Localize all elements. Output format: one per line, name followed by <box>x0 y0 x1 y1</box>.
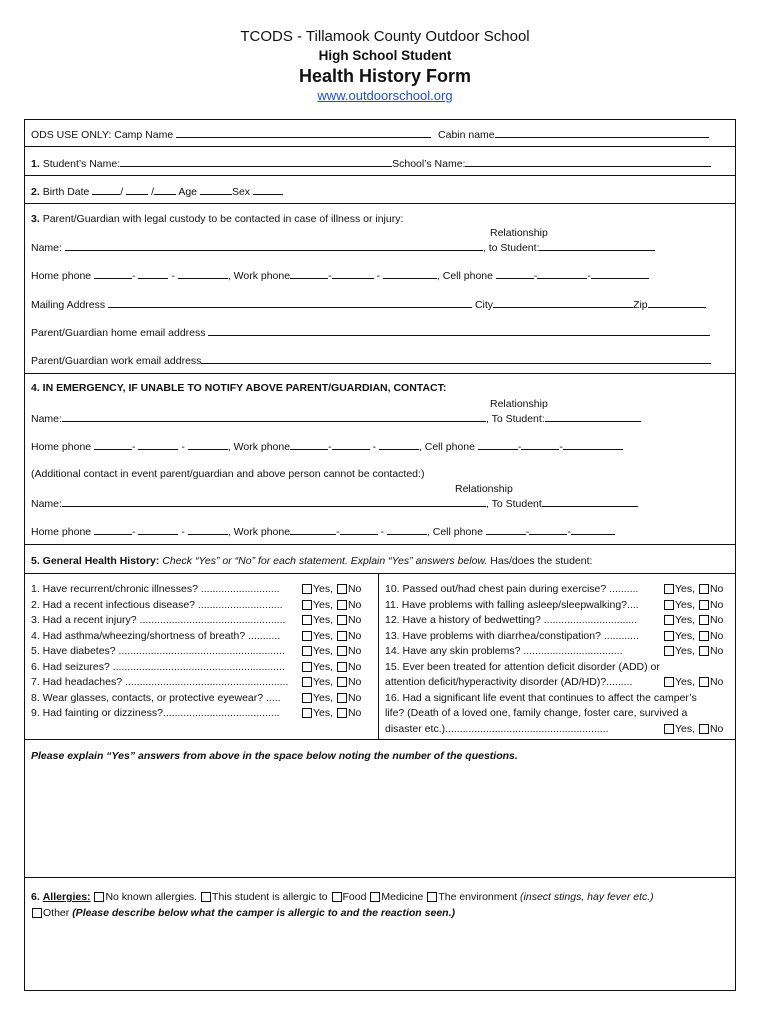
no-checkbox[interactable] <box>699 646 709 656</box>
question-right-line-5: 15. Ever been treated for attention deficit disorder (ADD) or <box>385 660 660 673</box>
home-phone-prefix[interactable] <box>138 525 178 535</box>
section-5-tail: Has/does the student: <box>490 555 593 567</box>
no-checkbox[interactable] <box>337 646 347 656</box>
question-4: 4. Had asthma/wheezing/shortness of breath? ........... <box>31 629 281 642</box>
work-phone-area[interactable] <box>290 525 336 535</box>
question-7-answer <box>301 676 361 688</box>
yes-label: Yes, <box>313 676 334 688</box>
section-1-number: 1. <box>31 158 40 170</box>
no-checkbox[interactable] <box>699 584 709 594</box>
cell-phone-prefix[interactable] <box>521 440 559 450</box>
yes-checkbox[interactable] <box>302 600 312 610</box>
yes-checkbox[interactable] <box>664 600 674 610</box>
section-6-number: 6. <box>31 891 40 903</box>
yes-checkbox[interactable] <box>302 646 312 656</box>
divider <box>25 544 735 545</box>
cell-phone-label: , Cell phone <box>426 526 483 538</box>
ods-use-only-row <box>31 128 709 141</box>
question-1-answer <box>301 583 361 595</box>
dash: - <box>567 526 571 538</box>
emergency-name-field[interactable] <box>62 412 486 422</box>
medicine-checkbox[interactable] <box>370 892 380 902</box>
yes-checkbox[interactable] <box>302 677 312 687</box>
no-label: No <box>709 722 724 735</box>
question-right-line-6-answer <box>663 676 723 688</box>
website-link[interactable]: www.outdoorschool.org <box>317 88 453 103</box>
yes-checkbox[interactable] <box>302 662 312 672</box>
explain-instructions: Please explain “Yes” answers from above in the space below noting the number of the questions. <box>31 750 518 762</box>
divider <box>25 146 735 147</box>
birth-year-field[interactable] <box>154 185 176 195</box>
yes-checkbox[interactable] <box>664 584 674 594</box>
home-phone-area[interactable] <box>94 269 132 279</box>
yes-label: Yes, <box>313 707 334 719</box>
no-label: No <box>709 583 724 595</box>
yes-checkbox[interactable] <box>302 615 312 625</box>
cell-phone-area[interactable] <box>486 525 526 535</box>
yes-label: Yes, <box>675 722 696 735</box>
dash: - <box>559 441 563 453</box>
yes-checkbox[interactable] <box>302 693 312 703</box>
cell-phone-label: , Cell phone <box>436 270 493 282</box>
yes-checkbox[interactable] <box>664 677 674 687</box>
emergency-name-row <box>31 412 641 425</box>
cell-phone-area[interactable] <box>496 269 534 279</box>
dash: - <box>328 270 332 282</box>
divider <box>25 877 735 878</box>
question-right-line-2-answer <box>663 614 723 626</box>
work-phone-label: , Work phone <box>227 270 291 282</box>
section-3-number: 3. <box>31 213 40 225</box>
dash: - <box>380 526 384 538</box>
explain-area[interactable] <box>29 768 729 872</box>
dash: - <box>376 270 380 282</box>
question-6: 6. Had seizures? ........................................................... <box>31 660 285 673</box>
birth-day-field[interactable] <box>126 185 148 195</box>
cell-phone-line[interactable] <box>591 269 649 279</box>
dash: - <box>517 441 522 453</box>
dash: - <box>181 526 185 538</box>
question-3: 3. Had a recent injury? .................................................. <box>31 614 286 626</box>
question-right-line-0-answer <box>663 583 723 595</box>
form-title: Health History Form <box>298 66 472 86</box>
additional-name-row <box>31 497 638 510</box>
camp-name-label: ODS USE ONLY: Camp Name <box>31 129 174 141</box>
dash: - <box>587 270 591 282</box>
no-label: No <box>347 629 362 642</box>
question-right-line-1: 11. Have problems with falling asleep/sleepwalking?.... <box>385 598 639 611</box>
birth-month-field[interactable] <box>92 185 120 195</box>
divider <box>25 175 735 176</box>
environment-label: The environment <box>438 891 518 903</box>
relationship-label: Relationship <box>490 227 548 239</box>
yes-label: Yes, <box>313 583 334 595</box>
yes-label: Yes, <box>675 645 696 657</box>
yes-label: Yes, <box>675 598 696 611</box>
allergic-to-checkbox[interactable] <box>201 892 211 902</box>
date-separator: / <box>120 186 124 198</box>
work-phone-area[interactable] <box>290 440 328 450</box>
home-phone-line[interactable] <box>188 440 228 450</box>
work-phone-label: , Work phone <box>227 526 291 538</box>
yes-label: Yes, <box>313 629 334 642</box>
home-phone-line[interactable] <box>188 525 228 535</box>
other-allergy-row <box>31 907 455 919</box>
medicine-label: Medicine <box>381 891 424 903</box>
no-known-allergies-label: No known allergies. <box>105 891 198 903</box>
no-checkbox[interactable] <box>699 724 709 734</box>
sex-label: Sex <box>231 186 251 198</box>
yes-label: Yes, <box>675 583 696 595</box>
home-phone-area[interactable] <box>94 525 132 535</box>
question-right-line-9-answer <box>663 723 723 735</box>
yes-label: Yes, <box>313 691 334 704</box>
yes-checkbox[interactable] <box>664 724 674 734</box>
home-phone-prefix[interactable] <box>138 269 168 279</box>
to-student-label: , To Student: <box>485 413 545 425</box>
divider <box>25 739 735 740</box>
yes-checkbox[interactable] <box>302 708 312 718</box>
guardian-name-field[interactable] <box>65 241 483 251</box>
no-label: No <box>347 583 362 595</box>
question-5: 5. Have diabetes? ......................................................... <box>31 645 285 657</box>
no-checkbox[interactable] <box>337 600 347 610</box>
section-2-number: 2. <box>31 186 40 198</box>
dash: - <box>525 526 530 538</box>
no-label: No <box>347 660 362 673</box>
guardian-phones-row <box>31 269 649 282</box>
allergy-description-area[interactable] <box>29 924 729 986</box>
question-4-answer <box>301 630 361 642</box>
additional-name-field[interactable] <box>62 497 486 507</box>
no-label: No <box>347 645 362 657</box>
section-5-heading <box>31 555 592 567</box>
cell-phone-prefix[interactable] <box>529 525 567 535</box>
cell-phone-area[interactable] <box>478 440 518 450</box>
guardian-name-row <box>31 241 655 254</box>
no-checkbox[interactable] <box>337 693 347 703</box>
question-6-answer <box>301 661 361 673</box>
no-label: No <box>709 645 724 657</box>
no-label: No <box>347 676 362 688</box>
yes-checkbox[interactable] <box>664 631 674 641</box>
no-checkbox[interactable] <box>699 677 709 687</box>
dash: - <box>171 270 175 282</box>
work-phone-line[interactable] <box>387 525 427 535</box>
cell-phone-label: , Cell phone <box>418 441 475 453</box>
question-right-line-1-answer <box>663 599 723 611</box>
mailing-address-field[interactable] <box>108 298 472 308</box>
question-2: 2. Had a recent infectious disease? ............................. <box>31 598 283 611</box>
home-phone-area[interactable] <box>94 440 132 450</box>
question-right-line-4: 14. Have any skin problems? .................................. <box>385 645 623 657</box>
no-label: No <box>709 676 724 688</box>
zip-label: Zip <box>633 299 648 311</box>
mailing-address-row <box>31 298 706 311</box>
relationship-label: Relationship <box>455 483 513 495</box>
section-2-row <box>31 185 283 198</box>
no-checkbox[interactable] <box>699 615 709 625</box>
food-checkbox[interactable] <box>332 892 342 902</box>
zip-field[interactable] <box>648 298 706 308</box>
yes-label: Yes, <box>675 614 696 626</box>
home-phone-label: Home phone <box>31 270 92 282</box>
question-9-answer <box>301 707 361 719</box>
allergic-to-label: This student is allergic to <box>212 891 328 903</box>
cabin-name-field[interactable] <box>495 128 709 138</box>
home-phone-line[interactable] <box>178 269 228 279</box>
question-7: 7. Had headaches? ........................................................ <box>31 676 289 688</box>
additional-phones-row <box>31 525 615 538</box>
school-name-field[interactable] <box>465 157 711 167</box>
no-label: No <box>347 598 362 611</box>
cell-phone-line[interactable] <box>571 525 615 535</box>
additional-relationship-field[interactable] <box>542 497 638 507</box>
yes-label: Yes, <box>313 660 334 673</box>
relationship-label: Relationship <box>490 398 548 410</box>
dash: - <box>132 441 136 453</box>
mailing-address-label: Mailing Address <box>31 299 106 311</box>
date-separator: / <box>151 186 154 198</box>
environment-note: (insect stings, hay fever etc.) <box>520 891 654 903</box>
emergency-relationship-field[interactable] <box>545 412 641 422</box>
birth-date-label: Birth Date <box>42 186 90 198</box>
no-checkbox[interactable] <box>337 631 347 641</box>
question-3-answer <box>301 614 361 626</box>
other-label: Other <box>43 907 70 919</box>
work-email-label: Parent/Guardian work email address <box>31 355 202 367</box>
school-name: TCODS - Tillamook County Outdoor School <box>240 28 530 45</box>
work-phone-area[interactable] <box>290 269 328 279</box>
name-label: Name: <box>31 498 62 510</box>
no-label: No <box>709 614 724 626</box>
student-name-label: Student’s Name: <box>42 158 121 170</box>
name-label: Name: <box>31 413 62 425</box>
school-name-label: School’s Name: <box>392 158 466 170</box>
column-divider <box>378 573 379 739</box>
no-label: No <box>709 629 724 642</box>
section-1-row <box>31 157 711 170</box>
allergies-row <box>31 891 654 903</box>
work-phone-line[interactable] <box>379 440 419 450</box>
dash: - <box>132 270 136 282</box>
question-9: 9. Had fainting or dizziness?........................................ <box>31 707 280 719</box>
yes-label: Yes, <box>675 676 696 688</box>
no-label: No <box>347 707 362 719</box>
student-name-field[interactable] <box>120 157 392 167</box>
home-email-label: Parent/Guardian home email address <box>31 327 206 339</box>
other-note: (Please describe below what the camper is allergic to and the reaction seen.) <box>72 907 455 919</box>
no-checkbox[interactable] <box>699 600 709 610</box>
question-right-line-9: disaster etc.)........................................................ <box>385 722 609 735</box>
yes-checkbox[interactable] <box>664 646 674 656</box>
environment-checkbox[interactable] <box>427 892 437 902</box>
no-label: No <box>347 691 362 704</box>
no-known-allergies-checkbox[interactable] <box>94 892 104 902</box>
guardian-relationship-field[interactable] <box>539 241 655 251</box>
question-1: 1. Have recurrent/chronic illnesses? ........................... <box>31 583 280 595</box>
question-8: 8. Wear glasses, contacts, or protective eyewear? ..... <box>31 691 281 704</box>
food-label: Food <box>342 891 367 903</box>
work-phone-prefix[interactable] <box>332 440 370 450</box>
work-phone-line[interactable] <box>383 269 437 279</box>
camp-name-field[interactable] <box>176 128 431 138</box>
question-right-line-0: 10. Passed out/had chest pain during exercise? .......... <box>385 583 639 595</box>
yes-label: Yes, <box>313 645 334 657</box>
yes-label: Yes, <box>675 629 696 642</box>
home-phone-prefix[interactable] <box>138 440 178 450</box>
question-right-line-2: 12. Have a history of bedwetting? ................................ <box>385 614 638 626</box>
divider <box>25 573 735 574</box>
work-phone-label: , Work phone <box>227 441 291 453</box>
to-student-label: , to Student: <box>482 242 540 254</box>
yes-checkbox[interactable] <box>664 615 674 625</box>
yes-checkbox[interactable] <box>302 631 312 641</box>
city-label: City <box>474 299 494 311</box>
question-8-answer <box>301 692 361 704</box>
form-subtitle: High School Student <box>318 48 452 63</box>
cell-phone-prefix[interactable] <box>537 269 587 279</box>
section-4-title: 4. IN EMERGENCY, IF UNABLE TO NOTIFY ABOVE PARENT/GUARDIAN, CONTACT: <box>31 382 447 394</box>
sex-field[interactable] <box>253 185 283 195</box>
question-right-line-7: 16. Had a significant life event that continues to affect the camper’s <box>385 691 697 704</box>
name-label: Name: <box>31 242 62 254</box>
no-label: No <box>347 614 362 626</box>
work-email-field[interactable] <box>201 354 711 364</box>
question-right-line-3: 13. Have problems with diarrhea/constipation? ............ <box>385 629 639 642</box>
no-label: No <box>709 598 724 611</box>
question-right-line-6: attention deficit/hyperactivity disorder (AD/HD)?......... <box>385 676 633 688</box>
section-3-title: Parent/Guardian with legal custody to be contacted in case of illness or injury: <box>42 213 404 225</box>
dash: - <box>533 270 538 282</box>
home-phone-label: Home phone <box>31 526 92 538</box>
dash: - <box>336 526 340 538</box>
work-phone-prefix[interactable] <box>340 525 378 535</box>
emergency-phones-row <box>31 440 623 453</box>
no-checkbox[interactable] <box>337 662 347 672</box>
cabin-name-label: Cabin name <box>438 129 495 141</box>
question-2-answer <box>301 599 361 611</box>
allergies-label: Allergies: <box>42 891 91 903</box>
section-3-heading <box>31 213 403 225</box>
no-checkbox[interactable] <box>337 584 347 594</box>
home-email-field[interactable] <box>208 326 710 336</box>
home-email-row <box>31 326 710 339</box>
dash: - <box>328 441 332 453</box>
other-allergy-checkbox[interactable] <box>32 908 42 918</box>
dash: - <box>181 441 185 453</box>
divider <box>25 203 735 204</box>
question-right-line-8: life? (Death of a loved one, family change, foster care, survived a <box>385 707 688 719</box>
work-email-row <box>31 354 711 367</box>
dash: - <box>132 526 136 538</box>
dash: - <box>372 441 376 453</box>
age-field[interactable] <box>200 185 232 195</box>
yes-label: Yes, <box>313 614 334 626</box>
age-label: Age <box>178 186 198 198</box>
to-student-label: , To Student <box>485 498 542 510</box>
cell-phone-line[interactable] <box>563 440 623 450</box>
yes-checkbox[interactable] <box>302 584 312 594</box>
section-5-title: 5. General Health History: <box>31 555 160 567</box>
question-right-line-4-answer <box>663 645 723 657</box>
section-5-instructions: Check “Yes” or “No” for each statement. Explain “Yes” answers below. <box>162 555 488 567</box>
yes-label: Yes, <box>313 598 334 611</box>
divider <box>25 373 735 374</box>
question-5-answer <box>301 645 361 657</box>
no-checkbox[interactable] <box>337 677 347 687</box>
health-form <box>24 119 736 991</box>
work-phone-prefix[interactable] <box>332 269 374 279</box>
no-checkbox[interactable] <box>699 631 709 641</box>
no-checkbox[interactable] <box>337 615 347 625</box>
additional-contact-note: (Additional contact in event parent/guardian and above person cannot be contacted:) <box>31 468 425 480</box>
no-checkbox[interactable] <box>337 708 347 718</box>
home-phone-label: Home phone <box>31 441 92 453</box>
question-right-line-3-answer <box>663 630 723 642</box>
city-field[interactable] <box>493 298 633 308</box>
